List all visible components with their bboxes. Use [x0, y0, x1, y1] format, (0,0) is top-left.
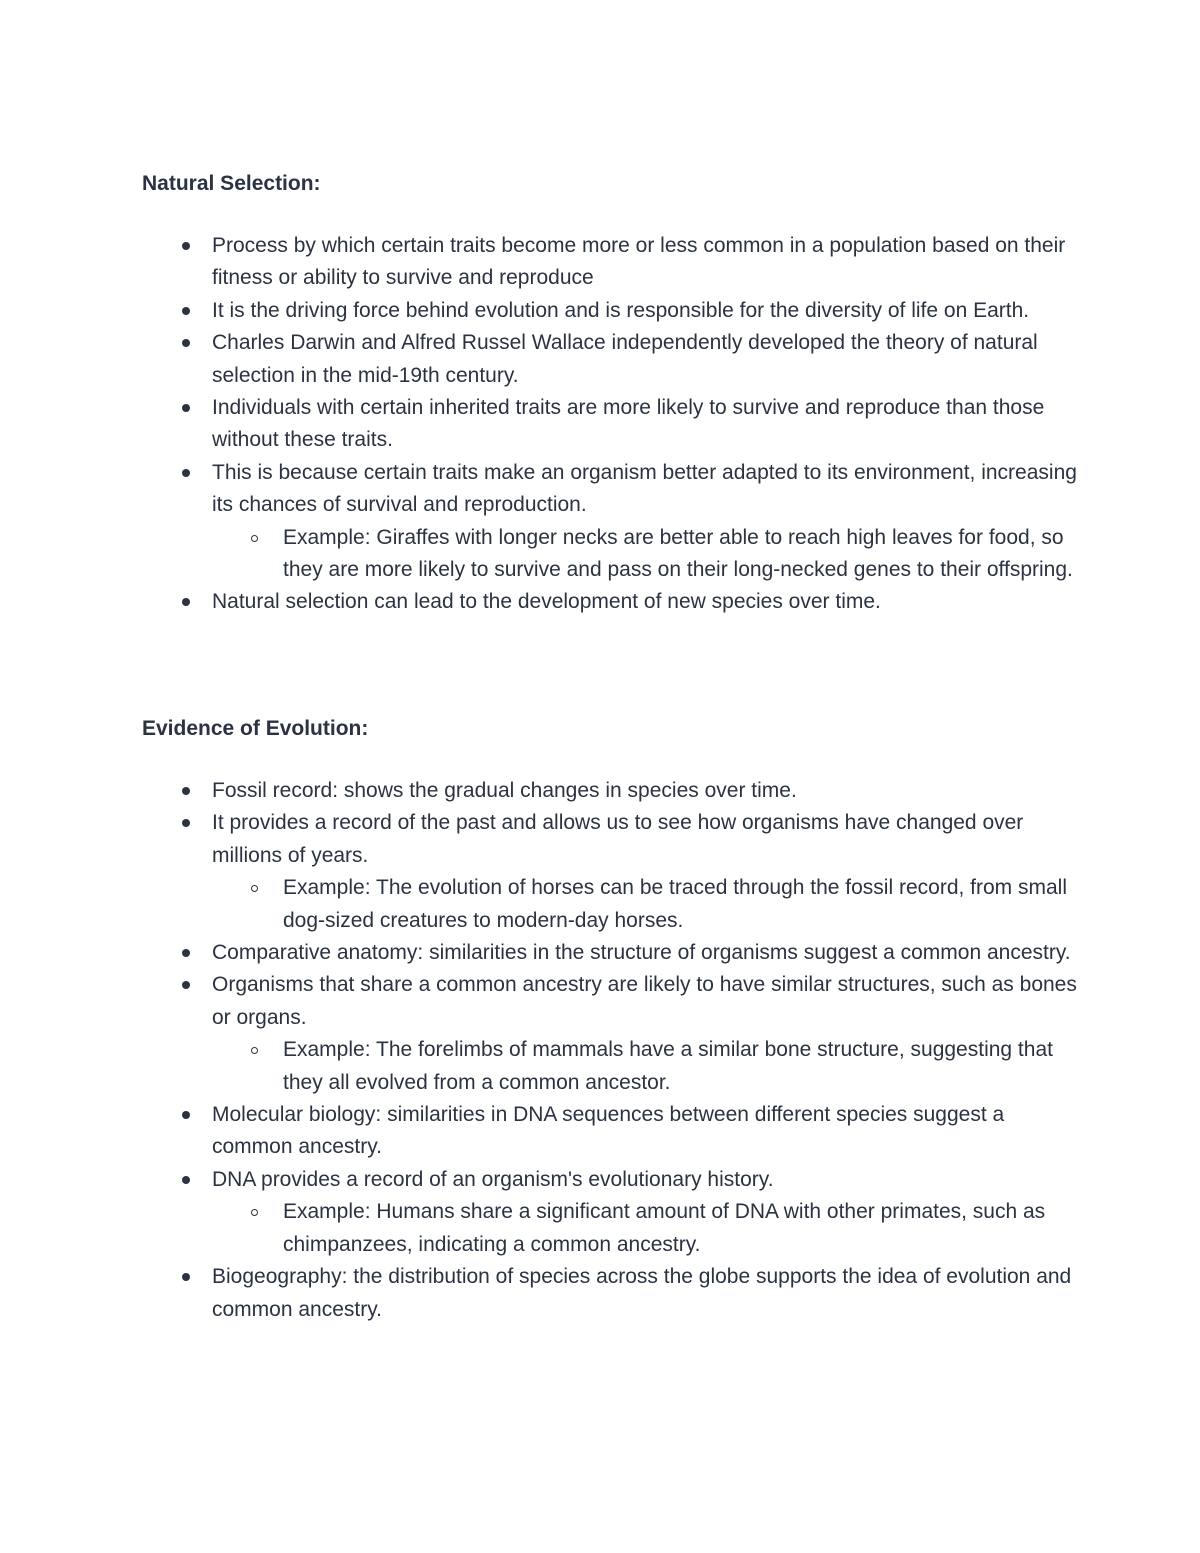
- sub-list-item: [142, 1196, 1082, 1261]
- bullet-dot-icon: [182, 404, 190, 412]
- list-item: [142, 969, 1082, 1034]
- section-evidence-of-evolution: [142, 713, 1082, 1326]
- list-item: [142, 937, 1082, 969]
- section-heading: Evidence of Evolution:: [142, 717, 369, 740]
- list-item-text: Example: The evolution of horses can be traced through the fossil record, from small dog-sized creatures to modern-day horses.: [283, 876, 1068, 932]
- list-item-text: Example: Giraffes with longer necks are better able to reach high leaves for food, so they are more likely to survive and pass on their long-necked genes to their offspring.: [283, 525, 1073, 582]
- list-item-text: Fossil record: shows the gradual changes in species over time.: [212, 779, 797, 802]
- list-item-text: This is because certain traits make an organism better adapted to its environment, increasing its chances of survival and reproduction.: [212, 460, 1077, 517]
- list-item-text: Molecular biology: similarities in DNA sequences between different species suggest a common ancestry.: [212, 1103, 1005, 1159]
- list-item-text: Example: The forelimbs of mammals have a similar bone structure, suggesting that they all evolved from a common ancestor.: [283, 1038, 1053, 1094]
- list-item: [142, 230, 1082, 295]
- bullet-dot-icon: [182, 949, 190, 957]
- list-item: [142, 295, 1082, 327]
- bullet-dot-icon: [182, 307, 190, 315]
- bullet-dot-icon: [182, 1111, 190, 1119]
- bullet-dot-icon: [182, 242, 190, 250]
- list-item-text: Comparative anatomy: similarities in the structure of organisms suggest a common ancestry.: [212, 941, 1071, 965]
- list-item: [142, 327, 1082, 392]
- list-item-text: Organisms that share a common ancestry are likely to have similar structures, such as bones or organs.: [212, 973, 1077, 1029]
- list-item: [142, 807, 1082, 872]
- bullet-dot-icon: [182, 1176, 190, 1184]
- bullet-dot-icon: [182, 787, 190, 795]
- list-item: [142, 392, 1082, 457]
- list-item-text: Charles Darwin and Alfred Russel Wallace independently developed the theory of natural selection in the mid-19th century.: [212, 331, 1038, 387]
- list-item-text: Example: Humans share a significant amount of DNA with other primates, such as chimpanzees, indicating a common ancestry.: [283, 1200, 1046, 1256]
- bullet-dot-icon: [182, 598, 190, 606]
- list-item: [142, 775, 1082, 807]
- bullet-dot-icon: [182, 1273, 190, 1281]
- section-natural-selection: [142, 168, 1082, 619]
- bullet-circle-icon: [251, 1209, 258, 1216]
- list-item-text: Biogeography: the distribution of species across the globe supports the idea of evolution and common ancestry.: [212, 1265, 1072, 1321]
- list-item-text: Natural selection can lead to the development of new species over time.: [212, 590, 881, 614]
- bullet-list: [142, 230, 1082, 619]
- sub-list-item: [142, 1034, 1082, 1099]
- list-item: [142, 457, 1082, 522]
- bullet-list: [142, 775, 1082, 1326]
- section-heading: Natural Selection:: [142, 172, 321, 195]
- list-item: [142, 1261, 1082, 1326]
- list-item: [142, 586, 1082, 618]
- list-item-text: DNA provides a record of an organism's evolutionary history.: [212, 1167, 774, 1191]
- bullet-circle-icon: [251, 535, 258, 542]
- sub-list-item: [142, 522, 1082, 587]
- bullet-circle-icon: [251, 1047, 258, 1054]
- list-item: [142, 1099, 1082, 1164]
- bullet-dot-icon: [182, 469, 190, 477]
- list-item-text: Process by which certain traits become more or less common in a population based on their fitness or ability to survive and reproduce: [212, 234, 1066, 290]
- list-item: [142, 1164, 1082, 1196]
- list-item-text: It provides a record of the past and allows us to see how organisms have changed over millions of years.: [212, 811, 1024, 867]
- sub-list-item: [142, 872, 1082, 937]
- bullet-dot-icon: [182, 819, 190, 827]
- bullet-dot-icon: [182, 981, 190, 989]
- bullet-circle-icon: [251, 885, 258, 892]
- list-item-text: Individuals with certain inherited traits are more likely to survive and reproduce than those without these traits.: [212, 396, 1045, 452]
- list-item-text: It is the driving force behind evolution and is responsible for the diversity of life on Earth.: [212, 298, 1030, 322]
- bullet-dot-icon: [182, 339, 190, 347]
